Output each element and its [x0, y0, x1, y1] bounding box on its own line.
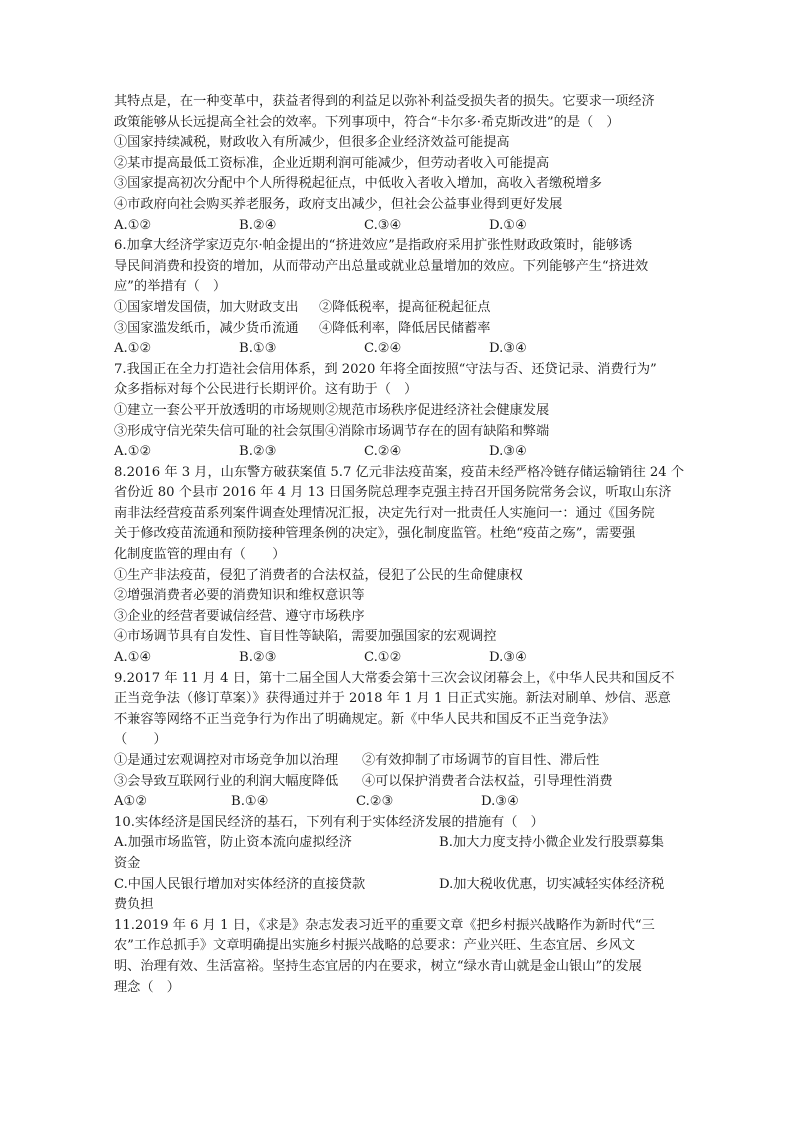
q8-item: ①生产非法疫苗，侵犯了消费者的合法权益，侵犯了公民的生命健康权 — [114, 567, 523, 583]
option-a[interactable]: A.①② — [114, 341, 152, 357]
q9-stem-line: 9.2017 年 11 月 4 日，第十二届全国人大常委会第十三次会议闭幕会上，《中华人民共和国反不 — [114, 670, 675, 686]
option-d-continued: 费负担 — [114, 897, 154, 913]
q10-option-row — [114, 895, 694, 916]
option-b[interactable]: B.①④ — [231, 794, 269, 810]
q6-stem-line: 应”的举措有（ ） — [114, 279, 227, 295]
q6-stem-line: 6.加拿大经济学家迈克尔·帕金提出的“挤进效应”是指政府采用扩张性财政政策时，能够诱 — [114, 238, 633, 254]
q5-options — [114, 216, 694, 237]
option-d[interactable]: D.③④ — [489, 650, 527, 666]
q6-item-row — [114, 298, 694, 319]
q5-item: ③国家提高初次分配中个人所得税起征点，中低收入者收入增加，高收入者缴税增多 — [114, 176, 602, 192]
option-d[interactable]: D.①④ — [489, 217, 527, 233]
option-d[interactable]: D.③④ — [481, 794, 519, 810]
q8-stem-line: 关于修改疫苗流通和预防接种管理条例的决定》，强化制度监管。杜绝“疫苗之殇”，需要强 — [114, 526, 636, 542]
q5-stem-line: 政策能够从长远提高全社会的效率。下列事项中，符合“卡尔多·希克斯改进”的是（ ） — [114, 114, 620, 130]
option-a[interactable]: A.①② — [114, 217, 152, 233]
q6-item: ①国家增发国债，加大财政支出 — [114, 299, 299, 315]
option-c[interactable]: C.①② — [364, 650, 402, 666]
option-c[interactable]: C.中国人民银行增加对实体经济的直接贷款 — [114, 876, 366, 892]
question-block — [114, 92, 694, 998]
option-b[interactable]: B.①③ — [239, 341, 277, 357]
q8-item: ④市场调节具有自发性、盲目性等缺陷，需要加强国家的宏观调控 — [114, 629, 497, 645]
q8-item: ②增强消费者必要的消费知识和维权意识等 — [114, 588, 365, 604]
option-d[interactable]: D.③④ — [489, 341, 527, 357]
option-b[interactable]: B.加大力度支持小微企业发行股票募集 — [439, 835, 664, 851]
q9-stem-line: 不兼容等网络不正当竞争行为作出了明确规定。新《中华人民共和国反不正当竞争法》 — [114, 711, 616, 727]
option-c[interactable]: C.②③ — [356, 794, 394, 810]
option-d[interactable]: D.③④ — [489, 444, 527, 460]
q5-item: ①国家持续减税，财政收入有所减少，但很多企业经济效益可能提高 — [114, 135, 510, 151]
q10-option-row — [114, 854, 694, 875]
option-b[interactable]: B.②③ — [239, 650, 277, 666]
q10-stem-line: 10.实体经济是国民经济的基石，下列有利于实体经济发展的措施有（ ） — [114, 814, 544, 830]
q11-stem-line: 理念（ ） — [114, 979, 180, 995]
q9-item-row — [114, 751, 694, 772]
q10-option-row — [114, 875, 694, 896]
q9-item: ①是通过宏观调控对市场竞争加以治理 — [114, 753, 339, 768]
q9-item-row — [114, 772, 694, 793]
q8-item: ③企业的经营者要诚信经营、遵守市场秩序 — [114, 608, 365, 624]
option-a[interactable]: A.①② — [114, 444, 152, 460]
q9-options — [114, 792, 694, 813]
q7-item: ①建立一套公平开放透明的市场规则②规范市场秩序促进经济社会健康发展 — [114, 402, 550, 418]
q6-stem-line: 导民间消费和投资的增加，从而带动产出总量或就业总量增加的效应。下列能够产生“挤进效 — [114, 258, 649, 274]
option-a[interactable]: A①② — [114, 794, 148, 810]
q10-option-row — [114, 833, 694, 854]
option-a[interactable]: A.①④ — [114, 650, 152, 666]
q11-stem-line: 明、治理有效、生活富裕。坚持生态宜居的内在要求，树立“绿水青山就是金山银山”的发展 — [114, 958, 642, 974]
option-b-continued: 资金 — [114, 855, 141, 871]
q11-stem-line: 农”工作总抓手》文章明确提出实施乡村振兴战略的总要求：产业兴旺、生态宜居、乡风文 — [114, 938, 636, 954]
q9-stem-line: （ ） — [114, 732, 167, 748]
q6-item: ④降低利率，降低居民储蓄率 — [319, 320, 491, 336]
q9-item: ②有效抑制了市场调节的盲目性、滞后性 — [362, 753, 600, 768]
q6-options — [114, 339, 694, 360]
q6-item-row — [114, 319, 694, 340]
q8-options — [114, 648, 694, 669]
q6-item: ②降低税率，提高征税起征点 — [319, 299, 491, 315]
q5-item: ②某市提高最低工资标准，企业近期利润可能减少，但劳动者收入可能提高 — [114, 155, 550, 171]
option-d[interactable]: D.加大税收优惠，切实减轻实体经济税 — [439, 876, 665, 892]
q8-stem-line: 8.2016 年 3 月，山东警方破获案值 5.7 亿元非法疫苗案，疫苗未经严格冷链存储运输销往 24 个 — [114, 464, 685, 480]
q9-stem-line: 正当竞争法（修订草案）》获得通过并于 2018 年 1 月 1 日正式实施。新法对刷单、炒信、恶意 — [114, 691, 671, 707]
q8-stem-line: 化制度监管的理由有（ ） — [114, 547, 286, 563]
option-c[interactable]: C.③④ — [364, 217, 402, 233]
q7-stem-line: 7.我国正在全力打造社会信用体系，到 2020 年将全面按照“守法与否、还贷记录、消费行为” — [114, 361, 657, 377]
q7-stem-line: 众多指标对每个公民进行长期评价。这有助于（ ） — [114, 382, 418, 398]
q9-item: ④可以保护消费者合法权益，引导理性消费 — [362, 773, 613, 789]
q6-item: ③国家滥发纸币，减少货币流通 — [114, 320, 299, 336]
q5-stem-line: 其特点是，在一种变革中，获益者得到的利益足以弥补利益受损失者的损失。它要求一项经济 — [114, 94, 655, 109]
q11-stem-line: 11.2019 年 6 月 1 日，《求是》杂志发表习近平的重要文章《把乡村振兴战略作为新时代“三 — [114, 917, 655, 933]
option-c[interactable]: C.②④ — [364, 341, 402, 357]
q8-stem-line: 南非法经营疫苗系列案件调查处理情况汇报，决定先行对一批责任人实施问一：通过《国务院 — [114, 505, 655, 521]
q9-item: ③会导致互联网行业的利润大幅度降低 — [114, 773, 339, 789]
q7-options — [114, 442, 694, 463]
q5-item: ④市政府向社会购买养老服务，政府支出减少，但社会公益事业得到更好发展 — [114, 196, 563, 212]
option-b[interactable]: B.②③ — [239, 444, 277, 460]
q8-stem-line: 省份近 80 个县市 2016 年 4 月 13 日国务院总理李克强主持召开国务院常务会议，听取山东济 — [114, 485, 672, 501]
option-a[interactable]: A.加强市场监管，防止资本流向虚拟经济 — [114, 835, 352, 851]
option-c[interactable]: C.②④ — [364, 444, 402, 460]
option-b[interactable]: B.②④ — [239, 217, 277, 233]
q7-item: ③形成守信光荣失信可耻的社会氛围④消除市场调节存在的固有缺陷和弊端 — [114, 423, 550, 439]
